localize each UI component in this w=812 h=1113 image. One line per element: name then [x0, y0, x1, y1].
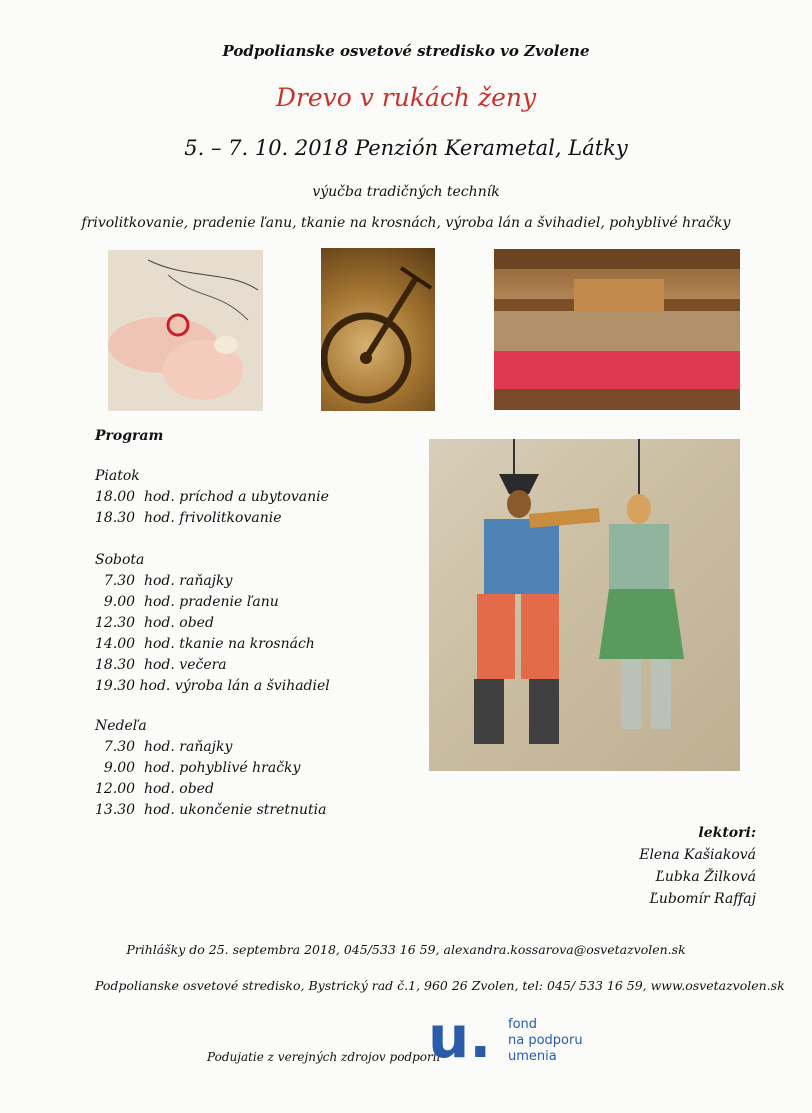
fund-line: fond: [508, 1017, 538, 1032]
registration-info: Prihlášky do 25. septembra 2018, 045/533 16 59, alexandra.kossarova@osvetazvolen.sk: [126, 942, 686, 957]
lector-name: Ľubomír Raffaj: [649, 891, 756, 907]
schedule-item: 18.30 hod. večera: [95, 657, 227, 673]
fund-logo: [428, 1003, 598, 1073]
fund-line: umenia: [508, 1049, 557, 1064]
schedule-item: 9.00 hod. pohyblivé hračky: [95, 760, 301, 776]
fund-logo-mark: u.: [428, 1003, 492, 1071]
schedule-item: 12.00 hod. obed: [95, 781, 214, 797]
event-dates-place: 5. – 7. 10. 2018 Penzión Kerametal, Látky: [184, 136, 628, 160]
lector-name: Elena Kašiaková: [639, 847, 756, 863]
schedule-item: 7.30 hod. raňajky: [95, 739, 233, 755]
schedule-item: 18.30 hod. frivolitkovanie: [95, 510, 282, 526]
program-day-saturday: [95, 550, 330, 697]
photo-spinning-wheel: [321, 248, 435, 411]
address-info: Podpolianske osvetové stredisko, Bystrický rad č.1, 960 26 Zvolen, tel: 045/ 533 16 59, www.osvetazvolen.sk: [95, 978, 785, 993]
lectors-title: lektori:: [698, 825, 756, 841]
schedule-item: 13.30 hod. ukončenie stretnutia: [95, 802, 327, 818]
fund-logo-text: [508, 1017, 583, 1065]
event-subtitle: výučba tradičných techník: [312, 184, 500, 200]
day-name: Sobota: [95, 552, 145, 568]
organizer-line: Podpolianske osvetové stredisko vo Zvolene: [222, 42, 590, 60]
support-statement: Podujatie z verejných zdrojov podporil: [207, 1050, 441, 1064]
lectors-block: [639, 822, 756, 910]
day-name: Nedeľa: [95, 718, 147, 734]
program-day-sunday: [95, 716, 327, 821]
schedule-item: 9.00 hod. pradenie ľanu: [95, 594, 279, 610]
schedule-item: 14.00 hod. tkanie na krosnách: [95, 636, 315, 652]
program-day-friday: [95, 466, 329, 529]
photo-loom: [494, 249, 740, 410]
event-title: Drevo v rukách ženy: [275, 83, 537, 112]
day-name: Piatok: [95, 468, 140, 484]
photo-wooden-puppets: [429, 439, 740, 771]
techniques-list: frivolitkovanie, pradenie ľanu, tkanie na krosnách, výroba lán a švihadiel, pohyblivé hračky: [81, 215, 731, 231]
lector-name: Ľubka Žilková: [655, 869, 756, 885]
fund-line: na podporu: [508, 1033, 583, 1048]
photo-tatting-hands: [108, 250, 263, 411]
schedule-item: 12.30 hod. obed: [95, 615, 214, 631]
schedule-item: 18.00 hod. príchod a ubytovanie: [95, 489, 329, 505]
schedule-item: 19.30 hod. výroba lán a švihadiel: [95, 678, 330, 694]
schedule-item: 7.30 hod. raňajky: [95, 573, 233, 589]
program-title: Program: [95, 428, 164, 444]
